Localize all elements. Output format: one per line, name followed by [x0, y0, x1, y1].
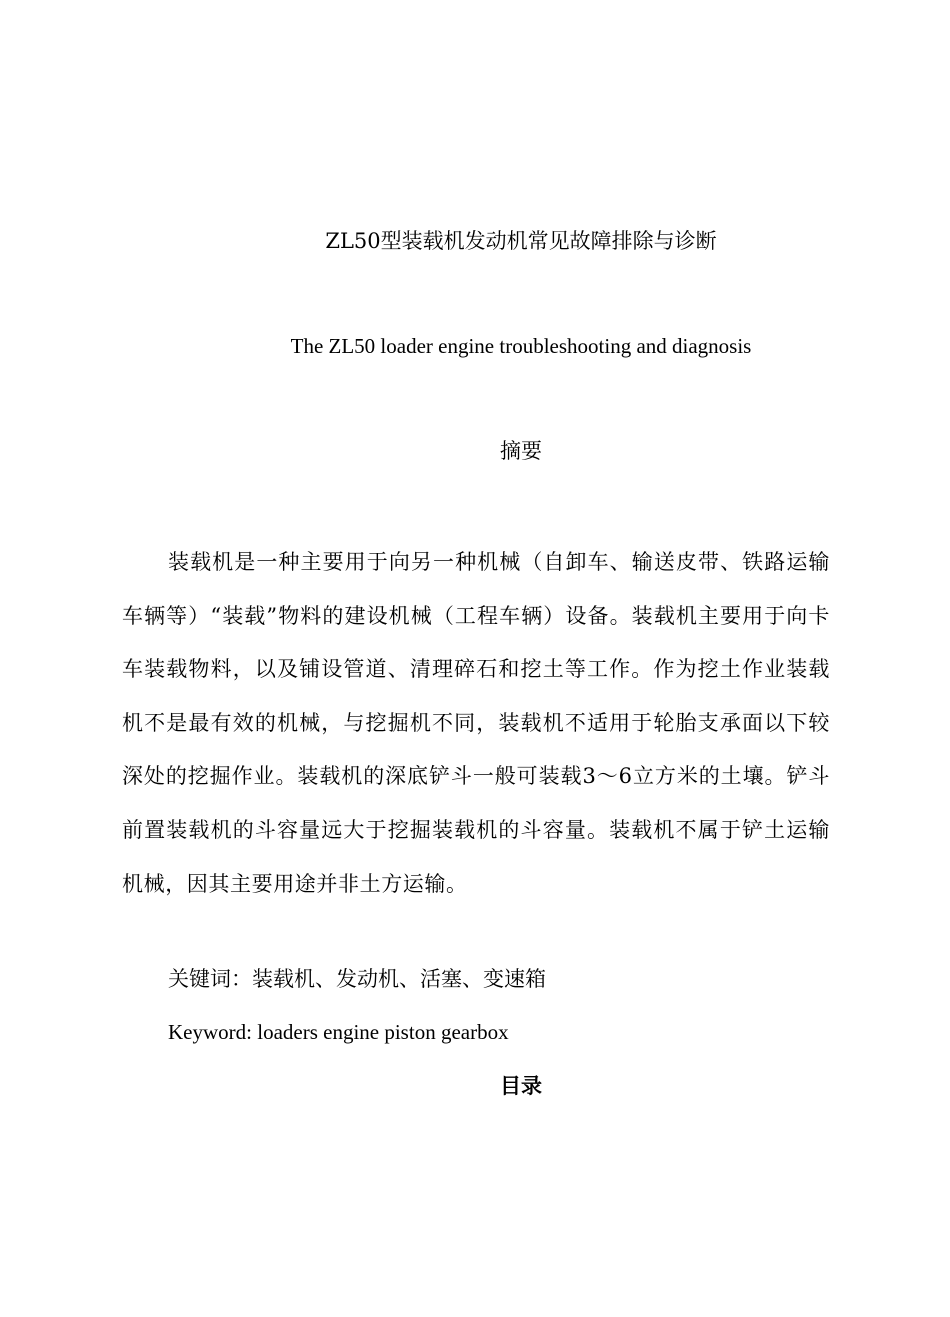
- title-chinese: ZL50型装载机发动机常见故障排除与诊断: [325, 229, 717, 253]
- keywords-chinese: 关键词：装载机、发动机、活塞、变速箱: [168, 967, 546, 991]
- abstract-heading: 摘要: [500, 439, 542, 463]
- keywords-english: Keyword: loaders engine piston gearbox: [168, 1020, 509, 1044]
- table-of-contents-heading: 目录: [500, 1073, 542, 1098]
- abstract-paragraph: 装载机是一种主要用于向另一种机械（自卸车、输送皮带、铁路运输车辆等）“装载”物料的建设机械（工程车辆）设备。装载机主要用于向卡车装载物料，以及铺设管道、清理碎石和挖土等工作。作为挖土作业装载机不是最有效的机械，与挖掘机不同，装载机不适用于轮胎支承面以下较深处的挖掘作业。装载机的深底铲斗一般可装载3～6立方米的土壤。铲斗前置装载机的斗容量远大于挖掘装载机的斗容量。装载机不属于铲土运输机械，因其主要用途并非土方运输。: [122, 550, 830, 896]
- title-english: The ZL50 loader engine troubleshooting and diagnosis: [290, 334, 752, 358]
